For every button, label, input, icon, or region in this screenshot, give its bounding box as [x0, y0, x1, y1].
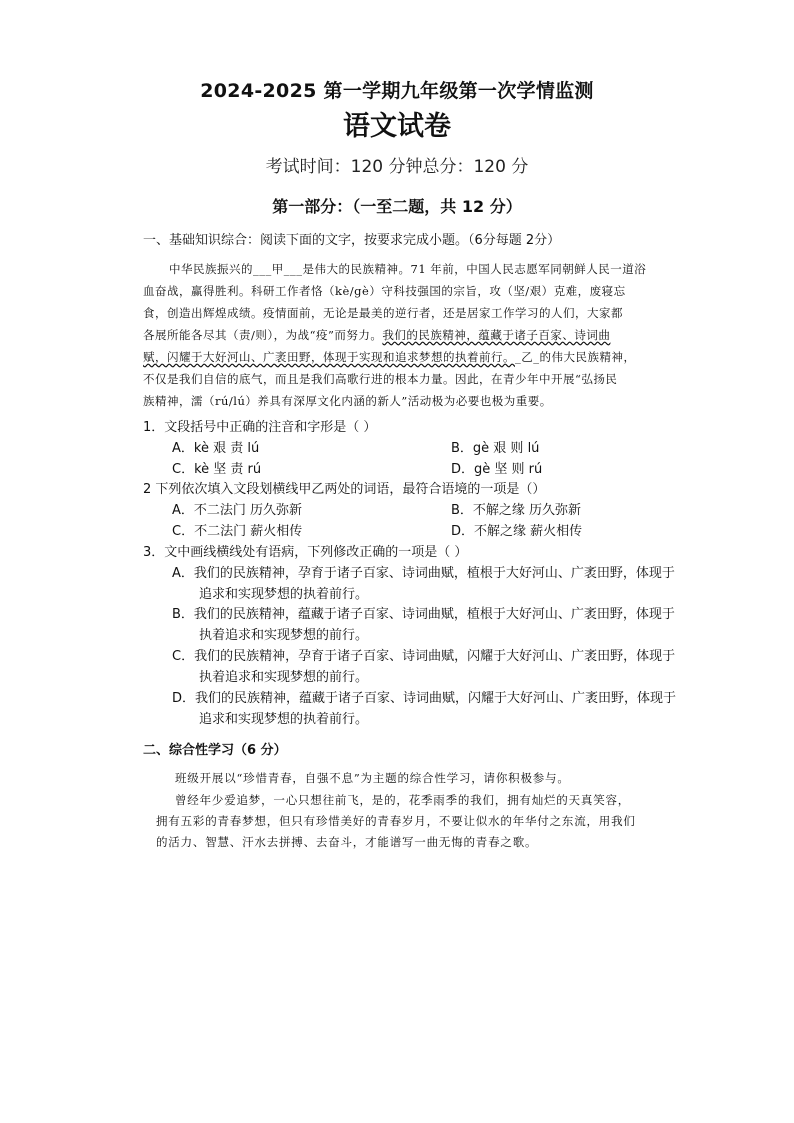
exam-info: 考试时间：120 分钟总分：120 分: [265, 157, 529, 177]
q3-option-d-cont: 追求和实现梦想的执着前行。: [199, 712, 369, 727]
section2-paragraph-line: 的活力、智慧、汗水去拼搏、去奋斗，才能谱写一曲无悔的青春之歌。: [156, 835, 538, 849]
underlined-sentence: 我们的民族精神，蕴藏于诸子百家、诗词曲: [382, 328, 611, 342]
q2-option-d[interactable]: D．不解之缘 薪火相传: [451, 524, 583, 539]
q3-option-a-cont: 追求和实现梦想的执着前行。: [199, 587, 369, 602]
q2-option-a[interactable]: A．不二法门 历久弥新: [172, 503, 303, 518]
subject-title: 语文试卷: [343, 111, 451, 142]
q3-option-b-cont: 执着追求和实现梦想的前行。: [199, 628, 369, 643]
part-heading: 第一部分：（一至二题，共 12 分）: [272, 197, 522, 216]
passage-line: 食，创造出辉煌成绩。疫情面前，无论是最美的逆行者，还是居家工作学习的人们，大家都: [143, 306, 623, 320]
q1-option-d[interactable]: D．gè 坚 则 rú: [451, 462, 543, 477]
reading-passage: [143, 258, 711, 412]
q3-option-c-cont: 执着追求和实现梦想的前行。: [199, 670, 369, 685]
underlined-sentence: 赋，闪耀于大好河山、广袤田野，体现于实现和追求梦想的执着前行。: [143, 350, 515, 364]
question-1-stem: 1．文段括号中正确的注音和字形是（ ）: [143, 420, 377, 435]
section1-heading: 一、基础知识综合：阅读下面的文字，按要求完成小题。（6分每题 2分）: [143, 233, 561, 248]
q3-option-b[interactable]: B．我们的民族精神，蕴藏于诸子百家、诗词曲赋，植根于大好河山、广袤田野，体现于: [172, 607, 675, 622]
section2-intro: 班级开展以“珍惜青春，自强不息”为主题的综合性学习，请你积极参与。: [175, 771, 570, 785]
q1-option-c[interactable]: C．kè 坚 责 rú: [172, 462, 262, 477]
section2-paragraph-line: 拥有五彩的青春梦想，但只有珍惜美好的青春岁月，不要让似水的年华付之东流，用我们: [156, 814, 636, 828]
q3-option-c[interactable]: C．我们的民族精神，孕育于诸子百家、诗词曲赋，闪耀于大好河山、广袤田野，体现于: [172, 649, 676, 664]
passage-line: 各展所能各尽其（责/则），为战“疫”而努力。我们的民族精神，蕴藏于诸子百家、诗词曲: [143, 328, 611, 342]
section2-heading: 二、综合性学习（6 分）: [143, 743, 287, 758]
passage-line: 赋，闪耀于大好河山、广袤田野，体现于实现和追求梦想的执着前行。_乙_的伟大民族精神，: [143, 350, 636, 364]
blank-jia: ___甲___: [253, 262, 303, 276]
question-3-stem: 3．文中画线横线处有语病，下列修改正确的一项是（ ）: [143, 545, 468, 560]
section2-paragraph-line: 曾经年少爱追梦，一心只想往前飞，是的，花季雨季的我们，拥有灿烂的天真笑容，: [175, 793, 631, 807]
question-2-stem: 2 下列依次填入文段划横线甲乙两处的词语，最符合语境的一项是（）: [143, 482, 546, 497]
q2-option-c[interactable]: C．不二法门 薪火相传: [172, 524, 303, 539]
exam-title: 2024-2025 第一学期九年级第一次学情监测: [200, 80, 594, 102]
blank-yi: _乙_: [515, 350, 540, 364]
q1-option-b[interactable]: B．gè 艰 则 lú: [451, 441, 540, 456]
q3-option-d[interactable]: D．我们的民族精神，蕴藏于诸子百家、诗词曲赋，闪耀于大好河山、广袤田野，体现于: [172, 691, 677, 706]
q1-option-a[interactable]: A．kè 艰 责 lú: [172, 441, 260, 456]
passage-line: 不仅是我们自信的底气，而且是我们高歌行进的根本力量。因此，在青少年中开展“弘扬民: [143, 372, 618, 386]
q3-option-a[interactable]: A．我们的民族精神，孕育于诸子百家、诗词曲赋，植根于大好河山、广袤田野，体现于: [172, 566, 675, 581]
q2-option-b[interactable]: B．不解之缘 历久弥新: [451, 503, 582, 518]
passage-line: 族精神，濡（rú/lú）养具有深厚文化内涵的新人”活动极为必要也极为重要。: [143, 394, 552, 408]
passage-line: 中华民族振兴的___甲___是伟大的民族精神。71 年前，中国人民志愿军同朝鲜人民一道浴: [169, 262, 647, 276]
passage-line: 血奋战，赢得胜利。科研工作者恪（kè/gè）守科技强国的宗旨，攻（坚/艰）克难，废寝忘: [143, 284, 626, 298]
